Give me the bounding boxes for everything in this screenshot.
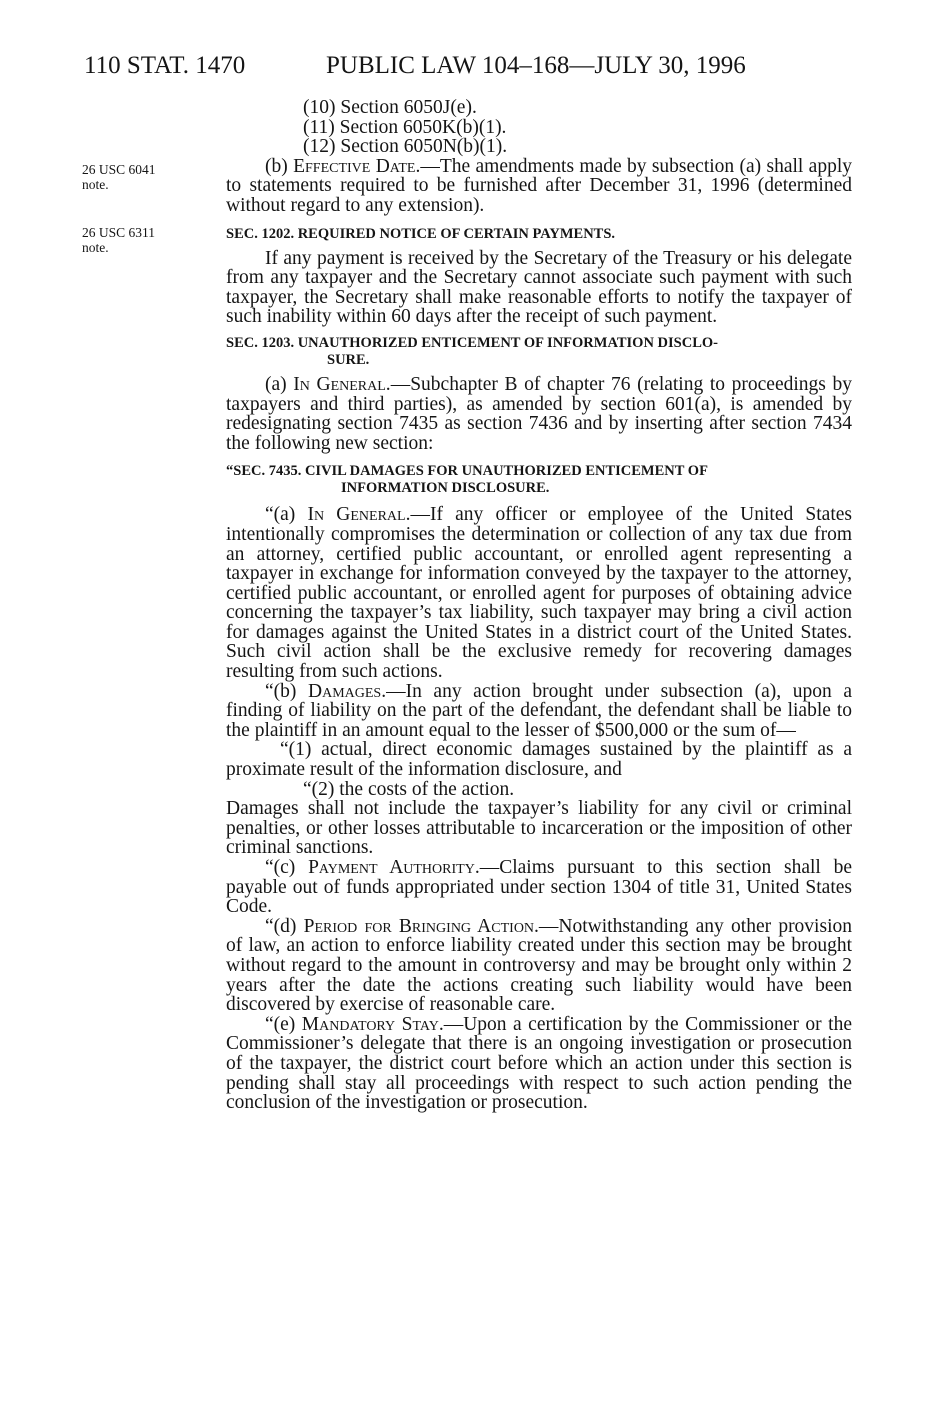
page-reference: 110 STAT. 1470: [84, 52, 246, 79]
subsection-b: [226, 682, 852, 741]
margin-note-line: 26 USC 6311: [82, 225, 156, 240]
paragraph-heading: Payment Authority.: [308, 857, 480, 878]
effective-date-paragraph: [226, 157, 852, 216]
section-1203-paragraph: [226, 375, 852, 453]
margin-note-line: note.: [82, 177, 109, 192]
paragraph-heading: In General.: [293, 373, 391, 395]
list-item: (10) Section 6050J(e).: [303, 97, 477, 118]
section-7435-heading: [226, 463, 852, 497]
paragraph-label: “(d): [265, 915, 304, 937]
margin-note-6311: [82, 225, 192, 255]
subsection-a: [226, 505, 852, 681]
subsection-e: [226, 1015, 852, 1113]
paragraph-heading: Period for Bringing Action.: [303, 915, 539, 937]
paragraph-heading: In General.: [307, 504, 411, 526]
paragraph-label: “(a): [265, 504, 308, 526]
paragraph-label: “(c): [265, 857, 309, 878]
paragraph-heading: Damages.: [308, 680, 387, 702]
subsection-b-continuation: Damages shall not include the taxpayer’s liability for any civil or criminal penalties, or other losses attributable to incarceration or the imposition of other criminal sanctions.: [226, 798, 852, 859]
paragraph-heading: Mandatory Stay.: [301, 1013, 444, 1035]
paragraph-label: “(e): [265, 1013, 302, 1035]
paragraph-label: (a): [265, 373, 294, 395]
paragraph-text: —Claims pursuant to this section shall be payable out of funds appropriated under section 1304 of title 31, United States Code.: [226, 857, 852, 918]
paragraph-label: “(b): [265, 680, 308, 702]
paragraph-text: —Upon a certification by the Commissioner or the Commissioner’s delegate that there is an ongoing investigation or prosecution of the taxpayer, the district court before which an action under this section is pending shall stay all proceedings with respect to such action pending the conclusion of the investigation or prosecution.: [226, 1013, 852, 1114]
heading-line: “SEC. 7435. CIVIL DAMAGES FOR UNAUTHORIZED ENTICEMENT OF: [226, 463, 708, 480]
paragraph-text: —The amendments made by subsection (a) shall apply to statements required to be furnished after December 31, 1996 (determined without regard to any extension).: [226, 155, 853, 216]
paragraph-label: (b): [265, 155, 294, 177]
margin-note-6041: [82, 162, 192, 192]
section-1202-heading: SEC. 1202. REQUIRED NOTICE OF CERTAIN PAYMENTS.: [226, 225, 616, 242]
heading-line: SURE.: [327, 351, 370, 368]
list-item: (12) Section 6050N(b)(1).: [303, 136, 508, 158]
subsection-d: [226, 917, 852, 1015]
subsection-b-item-1: “(1) actual, direct economic damages sustained by the plaintiff as a proximate result of the information disclosure, and: [226, 739, 852, 781]
paragraph-text: —Notwithstanding any other provision of law, an action to enforce liability created under this section may be brought without regard to the amount in controversy and may be brought only within 2 years after the date the actions creating such liability would have been discovered by exercise of reasonable care.: [226, 915, 852, 1016]
subsection-c: [226, 858, 852, 917]
paragraph-text: —In any action brought under subsection (a), upon a finding of liability on the part of the defendant, the defendant shall be liable to the plaintiff in an amount equal to the lesser of $500,000 or the sum of—: [226, 680, 852, 741]
paragraph-text: —If any officer or employee of the United States intentionally compromises the determination or collection of any tax due from an attorney, certified public accountant, or enrolled agent representing a taxpayer in exchange for information conveyed by the taxpayer to the attorney, certified public accountant, or enrolled agent for purposes of obtaining advice concerning the taxpayer’s tax liability, such taxpayer may bring a civil action for damages against the United States in a district court of the United States. Such civil action shall be the exclusive remedy for recovering damages resulting from such actions.: [226, 504, 852, 683]
section-1202-text: If any payment is received by the Secretary of the Treasury or his delegate from any taxpayer and the Secretary cannot associate such payment with such taxpayer, the Secretary shall make reasonable efforts to notify the taxpayer of such inability within 60 days after the receipt of such payment.: [226, 247, 852, 328]
paragraph-heading: Effective Date.: [293, 155, 421, 177]
margin-note-line: 26 USC 6041: [82, 162, 156, 177]
heading-line: INFORMATION DISCLOSURE.: [341, 480, 550, 497]
list-item: (11) Section 6050K(b)(1).: [303, 116, 507, 138]
document-body: [226, 98, 852, 1113]
paragraph-text: —Subchapter B of chapter 76 (relating to proceedings by taxpayers and third parties), as amended by section 601(a), is amended by redesignating section 7435 as section 7436 and by inserting after section 7434 the following new section:: [226, 373, 852, 454]
subsection-b-item-2: “(2) the costs of the action.: [303, 778, 515, 800]
section-1203-heading: [226, 335, 852, 369]
heading-line: SEC. 1203. UNAUTHORIZED ENTICEMENT OF INFORMATION DISCLO-: [226, 334, 718, 351]
page-title: PUBLIC LAW 104–168—JULY 30, 1996: [326, 52, 746, 79]
running-header: [0, 52, 943, 82]
margin-note-line: note.: [82, 240, 109, 255]
